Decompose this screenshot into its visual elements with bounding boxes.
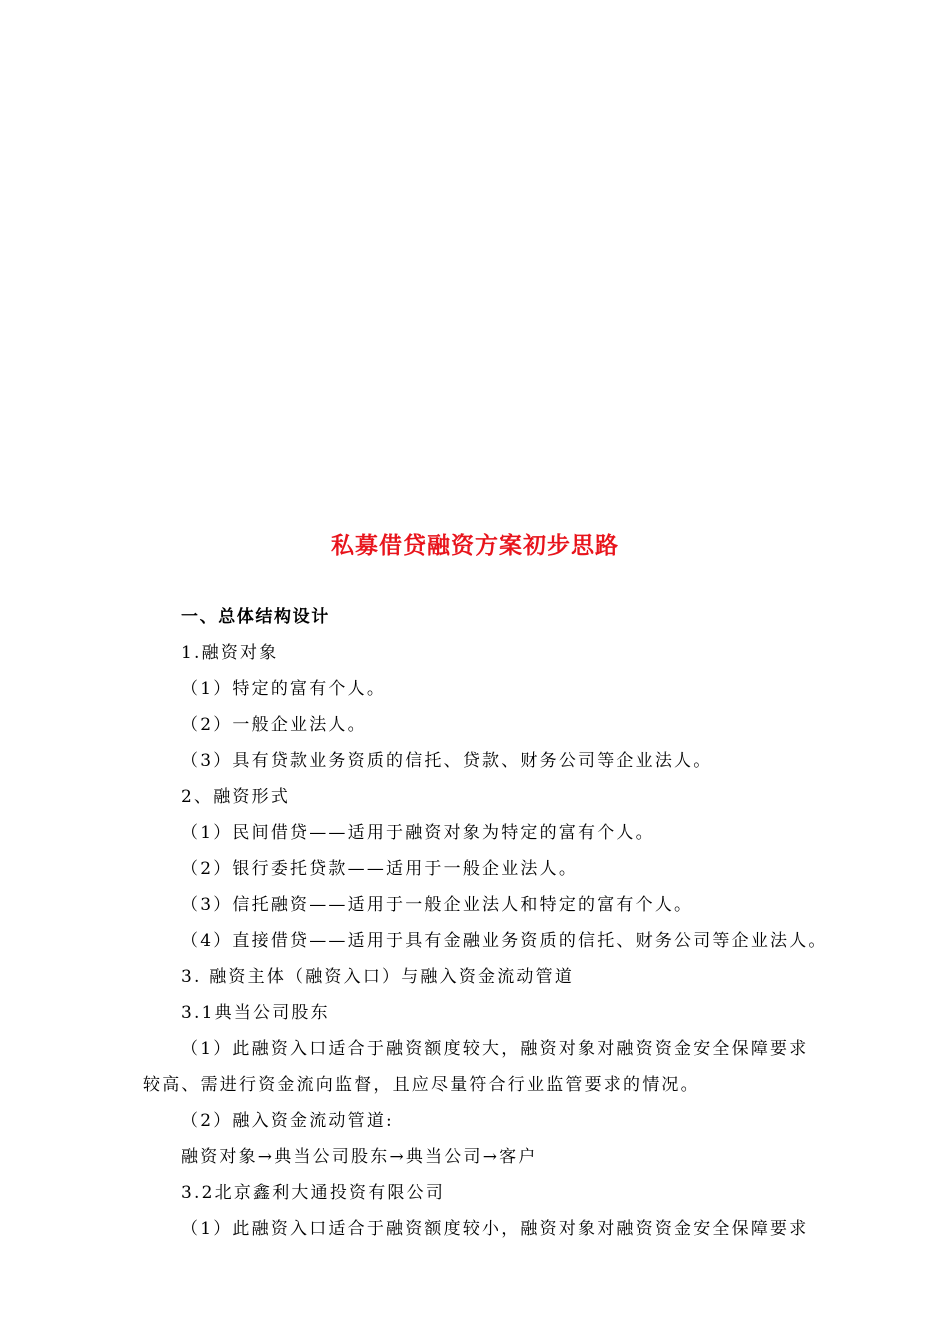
subheading-financing-subject: 1.融资对象 [181,643,279,663]
paragraph-line: 较高、需进行资金流向监督，且应尽量符合行业监管要求的情况。 [143,1075,700,1095]
subheading-pawn-shareholder: 3.1典当公司股东 [181,1003,330,1023]
fund-flow-path: 融资对象→典当公司股东→典当公司→客户 [181,1147,538,1167]
paragraph-line: （1）此融资入口适合于融资额度较大，融资对象对融资资金安全保障要求 [181,1039,809,1059]
subheading-financing-form: 2、融资形式 [181,787,291,807]
list-item: （2）一般企业法人。 [181,715,367,735]
document-title: 私募借贷融资方案初步思路 [331,533,619,559]
paragraph-line: （2）融入资金流动管道: [181,1111,394,1131]
list-item: （3）具有贷款业务资质的信托、贷款、财务公司等企业法人。 [181,751,713,771]
list-item: （3）信托融资——适用于一般企业法人和特定的富有个人。 [181,895,694,915]
list-item: （1）民间借贷——适用于融资对象为特定的富有个人。 [181,823,655,843]
subheading-xinli-datong: 3.2北京鑫利大通投资有限公司 [181,1183,446,1203]
list-item: （4）直接借贷——适用于具有金融业务资质的信托、财务公司等企业法人。 [181,931,828,951]
subheading-financing-entity: 3. 融资主体（融资入口）与融入资金流动管道 [181,967,575,987]
paragraph-line: （1）此融资入口适合于融资额度较小，融资对象对融资资金安全保障要求 [181,1219,809,1239]
list-item: （2）银行委托贷款——适用于一般企业法人。 [181,859,579,879]
list-item: （1）特定的富有个人。 [181,679,387,699]
section-heading-overall-structure: 一、总体结构设计 [181,607,330,627]
